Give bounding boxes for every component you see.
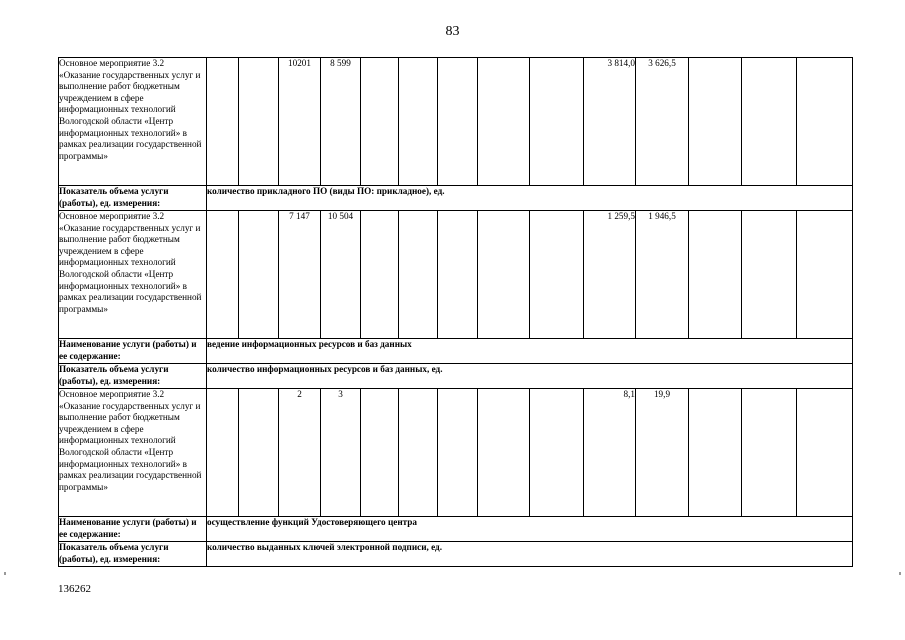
table-row bbox=[59, 389, 853, 517]
row-value: осуществление функций Удостоверяющего центра bbox=[207, 517, 853, 542]
cell-value: 7 147 bbox=[279, 211, 321, 339]
cell-value: 2 bbox=[279, 389, 321, 517]
row-value: ведение информационных ресурсов и баз данных bbox=[207, 339, 853, 364]
table-row bbox=[59, 186, 853, 211]
row-label: Наименование услуги (работы) и ее содержание: bbox=[59, 339, 207, 364]
row-value: количество информационных ресурсов и баз данных, ед. bbox=[207, 364, 853, 389]
table-row bbox=[59, 517, 853, 542]
row-label: Показатель объема услуги (работы), ед. измерения: bbox=[59, 364, 207, 389]
table-row bbox=[59, 211, 853, 339]
activity-name: Основное мероприятие 3.2 «Оказание государственных услуг и выполнение работ бюджетным учреждением в сфере информационных технологий Вологодской области «Центр информационных технологий» в рамках реализации государственной программы» bbox=[59, 389, 207, 517]
table-row bbox=[59, 364, 853, 389]
table-row bbox=[59, 339, 853, 364]
cell-value: 8 599 bbox=[321, 58, 361, 186]
row-label: Наименование услуги (работы) и ее содержание: bbox=[59, 517, 207, 542]
table-row bbox=[59, 542, 853, 567]
row-value: количество прикладного ПО (виды ПО: прикладное), ед. bbox=[207, 186, 853, 211]
scan-edge-mark bbox=[4, 572, 6, 575]
cell-value: 3 626,5 bbox=[636, 58, 689, 186]
page-number: 83 bbox=[445, 24, 460, 39]
indicators-table bbox=[58, 57, 853, 567]
document-code: 136262 bbox=[58, 583, 91, 595]
activity-name: Основное мероприятие 3.2 «Оказание государственных услуг и выполнение работ бюджетным учреждением в сфере информационных технологий Вологодской области «Центр информационных технологий» в рамках реализации государственной программы» bbox=[59, 211, 207, 339]
row-label: Показатель объема услуги (работы), ед. измерения: bbox=[59, 542, 207, 567]
row-value: количество выданных ключей электронной подписи, ед. bbox=[207, 542, 853, 567]
cell-value: 8,1 bbox=[584, 389, 636, 517]
cell-value: 10201 bbox=[279, 58, 321, 186]
cell-value: 1 259,5 bbox=[584, 211, 636, 339]
cell-value: 19,9 bbox=[636, 389, 689, 517]
row-label: Показатель объема услуги (работы), ед. измерения: bbox=[59, 186, 207, 211]
table-row bbox=[59, 58, 853, 186]
cell-value: 10 504 bbox=[321, 211, 361, 339]
cell-value: 3 bbox=[321, 389, 361, 517]
cell-value: 3 814,0 bbox=[584, 58, 636, 186]
activity-name: Основное мероприятие 3.2 «Оказание государственных услуг и выполнение работ бюджетным учреждением в сфере информационных технологий Вологодской области «Центр информационных технологий» в рамках реализации государственной программы» bbox=[59, 58, 207, 186]
cell-value: 1 946,5 bbox=[636, 211, 689, 339]
scan-edge-mark bbox=[899, 572, 901, 575]
